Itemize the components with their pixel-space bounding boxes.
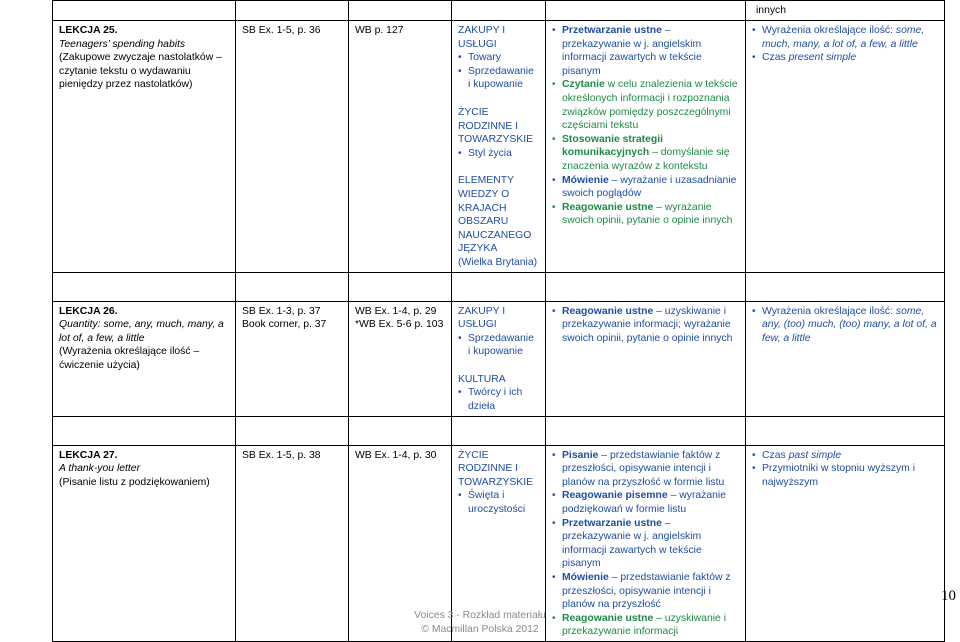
sb-cell: SB Ex. 1-3, p. 37 Book corner, p. 37 — [236, 301, 349, 416]
list-item: • Reagowanie pisemne – wyrażanie podziękowań w formie listu — [552, 489, 739, 516]
list-item: • Styl życia — [458, 147, 539, 161]
lesson-cell — [53, 301, 236, 416]
list-item: • Wyrażenia określające ilość: some, much, many, a lot of, a few, a little — [752, 24, 938, 51]
wb-cell: WB p. 127 — [349, 21, 452, 273]
lesson-description: (Pisanie listu z podziękowaniem) — [59, 476, 210, 488]
footer-copyright: © Macmillan Polska 2012 — [421, 624, 539, 635]
wb-cell: WB Ex. 1-4, p. 29 *WB Ex. 5-6 p. 103 — [349, 301, 452, 416]
list-item: • Przetwarzanie ustne – przekazywanie w j. angielskim informacji zawartych w tekście pisanym — [552, 517, 739, 571]
grammar-cell — [746, 301, 945, 416]
list-item: • Reagowanie ustne – uzyskiwanie i przekazywanie informacji — [552, 612, 739, 639]
theme-note: (Wielka Brytania) — [458, 256, 538, 268]
list-item: • Przetwarzanie ustne – przekazywanie w j. angielskim informacji zawartych w tekście pisanym — [552, 24, 739, 78]
theme-list — [458, 51, 539, 92]
table-row — [53, 21, 945, 273]
theme-list — [458, 386, 539, 413]
list-item: • Czas past simple — [752, 449, 938, 463]
list-item: • Wyrażenia określające ilość: some, any, (too) much, (too) many, a lot of, a few, a little — [752, 305, 938, 346]
theme-heading: ŻYCIE RODZINNE I TOWARZYSKIE — [458, 449, 534, 488]
skills-cell — [546, 301, 746, 416]
lesson-title: LEKCJA 26. — [59, 305, 118, 317]
theme-heading: KULTURA — [458, 373, 506, 385]
sb-cell: SB Ex. 1-5, p. 38 — [236, 445, 349, 641]
list-item: • Reagowanie ustne – wyrażanie swoich opinii, pytanie o opinie innych — [552, 201, 739, 228]
lesson-cell — [53, 21, 236, 273]
list-item: • Pisanie – przedstawianie faktów z przeszłości, opisywanie intencji i planów na przyszłość w formie listu — [552, 449, 739, 490]
lesson-topic: Quantity: some, any, much, many, a lot of, a few, a little — [59, 319, 224, 344]
grammar-list — [752, 24, 938, 65]
skills-cell — [546, 21, 746, 273]
list-item: • Stosowanie strategii komunikacyjnych – domyślanie się znaczenia wyrazów z kontekstu — [552, 133, 739, 174]
table-row — [53, 301, 945, 416]
theme-list — [458, 332, 539, 359]
grammar-cell — [746, 21, 945, 273]
table-row — [53, 272, 945, 301]
lesson-description: (Wyrażenia określające ilość – ćwiczenie użycia) — [59, 346, 200, 371]
list-item: • Reagowanie ustne – uzyskiwanie i przekazywanie informacji; wyrażanie swoich opinii, pytanie o opinie innych — [552, 305, 739, 346]
theme-heading: ELEMENTY WIEDZY O KRAJACH OBSZARU NAUCZANEGO JĘZYKA — [458, 175, 532, 255]
list-item: • Czas present simple — [752, 51, 938, 65]
skills-list — [552, 305, 739, 346]
lesson-title: LEKCJA 25. — [59, 25, 118, 36]
grammar-list — [752, 305, 938, 346]
list-item: • Twórcy i ich dzieła — [458, 386, 539, 413]
skills-list — [552, 24, 739, 228]
themes-cell — [452, 301, 546, 416]
list-item: • Sprzedawanie i kupowanie — [458, 332, 539, 359]
list-item: • Mówienie – wyrażanie i uzasadnianie swoich poglądów — [552, 174, 739, 201]
theme-heading: ZAKUPY I USŁUGI — [458, 25, 506, 50]
page-number: 10 — [941, 588, 956, 604]
list-item: • Sprzedawanie i kupowanie — [458, 65, 539, 92]
lesson-title: LEKCJA 27. — [59, 449, 118, 461]
sb-cell: SB Ex. 1-5, p. 36 — [236, 21, 349, 273]
theme-list — [458, 489, 539, 516]
theme-heading: ZAKUPY I USŁUGI — [458, 305, 506, 331]
lesson-description: (Zakupowe zwyczaje nastolatków – czytanie tekstu o wydawaniu pieniędzy przez nastolatków) — [59, 52, 222, 91]
grammar-list — [752, 449, 938, 490]
table-row — [53, 1, 945, 21]
theme-list — [458, 147, 539, 161]
themes-cell — [452, 21, 546, 273]
list-item: • Przymiotniki w stopniu wyższym i najwyższym — [752, 462, 938, 489]
list-item: • Mówienie – przedstawianie faktów z przeszłości, opisywanie intencji i planów na przyszłość — [552, 571, 739, 612]
table-row — [53, 416, 945, 445]
list-item: • Czytanie w celu znalezienia w tekście określonych informacji i rozpoznania związków pomiędzy poszczególnymi częściami tekstu — [552, 78, 739, 132]
lesson-topic: Teenagers’ spending habits — [59, 38, 186, 50]
wb-cell: WB Ex. 1-4, p. 30 — [349, 445, 452, 641]
lesson-topic: A thank-you letter — [59, 463, 141, 475]
footer-title: Voices 3 - Rozkład materiału — [414, 610, 546, 621]
list-item: • Towary — [458, 51, 539, 65]
cell-text: innych — [746, 1, 945, 21]
theme-heading: ŻYCIE RODZINNE I TOWARZYSKIE — [458, 106, 534, 146]
list-item: • Święta i uroczystości — [458, 489, 539, 516]
